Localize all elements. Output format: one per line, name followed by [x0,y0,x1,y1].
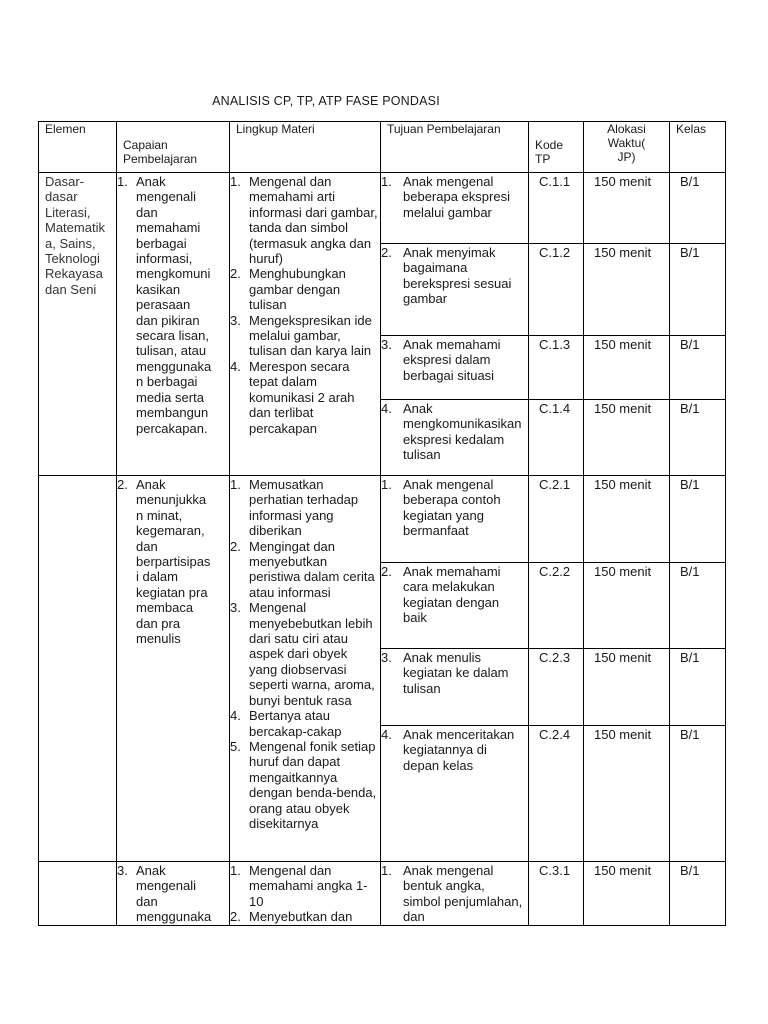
elemen-line: Dasar- [45,174,85,189]
capaian-line: membangun [136,405,209,421]
capaian-list [117,476,229,646]
capaian-line: kegiatan pra [136,584,208,600]
tujuan-number: 1. [381,863,392,878]
capaian-text [136,477,227,646]
lingkup-number: 4. [230,708,241,724]
tujuan-text: Anak menyimak bagaimana berekspresi sesuai gambar [403,245,512,307]
tujuan-cell [381,476,529,563]
table-row [39,173,726,244]
tujuan-number: 3. [381,337,392,352]
table-row [39,862,726,926]
lingkup-text: Bertanya atau bercakap-cakap [249,708,342,739]
tujuan-text: Anak memahami cara melakukan kegiatan dengan baik [403,564,501,626]
header-lingkup: Lingkup Materi [230,122,381,173]
kode-cell [529,476,584,563]
lingkup-item [230,539,378,601]
alokasi-waktu: 150 menit [594,337,652,352]
capaian-line: n berbagai [136,374,198,390]
kelas-cell [670,726,726,862]
kelas-cell [670,649,726,726]
elemen-cell [39,173,117,476]
lingkup-item [230,909,378,924]
lingkup-number: 3. [230,312,241,328]
lingkup-text: Mengenal dan memahami angka 1-10 [249,863,368,909]
capaian-text [136,174,227,436]
alokasi-cell [584,173,670,244]
alokasi-waktu: 150 menit [594,174,652,189]
lingkup-text: Menyebutkan dan [249,909,353,925]
capaian-item [117,174,227,436]
lingkup-item [230,313,378,359]
elemen-line: dasar [45,189,78,205]
kelas-value: B/1 [680,174,700,189]
capaian-line: dan [136,893,158,909]
tujuan-item [381,726,528,773]
elemen-line: a, Sains, [45,235,96,251]
kode-cell [529,336,584,400]
lingkup-text: Menghubungkan gambar dengan tulisan [249,266,346,313]
header-capaian: Capaian Pembelajaran [117,122,230,173]
alokasi-waktu: 150 menit [594,564,652,579]
capaian-line: media serta [136,389,204,405]
lingkup-text: Merespon secara tepat dalam komunikasi 2 arah dan terlibat percakapan [249,358,355,436]
table-row [39,476,726,563]
tujuan-item [381,862,528,925]
alokasi-cell [584,726,670,862]
capaian-cell [117,862,230,926]
kelas-value: B/1 [680,245,700,260]
tujuan-number: 4. [381,401,392,416]
header-kode: Kode TP [529,122,584,173]
kelas-value: B/1 [680,337,700,352]
capaian-item [117,863,227,925]
tujuan-cell [381,400,529,476]
capaian-line: tulisan, atau [136,343,207,359]
lingkup-item [230,600,378,708]
tujuan-cell [381,563,529,649]
kode-tp: C.1.2 [539,245,571,260]
kode-tp: C.2.4 [539,727,571,742]
capaian-line: memahami [136,220,201,236]
kode-cell [529,726,584,862]
tujuan-number: 4. [381,727,392,742]
capaian-line: menunjukka [136,492,207,508]
capaian-text [136,863,227,925]
lingkup-list [230,476,380,831]
lingkup-number: 4. [230,358,241,374]
document-title: ANALISIS CP, TP, ATP FASE PONDASI [212,94,440,108]
tujuan-cell [381,862,529,926]
lingkup-cell [230,862,381,926]
capaian-cell [117,476,230,862]
capaian-line: kasikan [136,281,181,297]
tujuan-item [381,173,528,220]
elemen-text [39,173,116,297]
tujuan-number: 1. [381,174,392,189]
lingkup-text: Mengenal menyebebutkan lebih dari satu ciri atau aspek dari obyek yang diobservasi seperti warna, aroma, bunyi bentuk rasa [249,600,375,708]
tujuan-cell [381,173,529,244]
kode-tp: C.1.3 [539,337,571,352]
header-tujuan: Tujuan Pembelajaran [381,122,529,173]
capaian-line: dan [136,204,158,220]
tujuan-text: Anak mengenal bentuk angka, simbol penjumlahan, dan [403,863,523,925]
lingkup-text: Mengenal fonik setiap huruf dan dapat mengaitkannya dengan benda-benda, orang atau obyek disekitarnya [249,738,377,831]
kode-cell [529,649,584,726]
header-elemen: Elemen [39,122,117,173]
header-alokasi: Alokasi Waktu( JP) [584,122,670,173]
capaian-item [117,477,227,646]
kelas-value: B/1 [680,401,700,416]
alokasi-cell [584,400,670,476]
alokasi-cell [584,476,670,563]
tujuan-text: Anak mengenal beberapa ekspresi melalui gambar [403,174,510,220]
tujuan-item [381,476,528,539]
header-kelas: Kelas [670,122,726,173]
capaian-line: dan pikiran [136,312,200,328]
tujuan-item [381,336,528,383]
capaian-number: 1. [117,174,128,189]
capaian-number: 2. [117,477,128,492]
lingkup-list [230,173,380,436]
kode-cell [529,173,584,244]
tujuan-number: 3. [381,650,392,665]
capaian-line: n minat, [136,507,183,523]
alokasi-cell [584,649,670,726]
lingkup-item [230,739,378,831]
lingkup-number: 1. [230,863,241,878]
capaian-line: i dalam [136,569,178,585]
alokasi-waktu: 150 menit [594,477,652,492]
capaian-cell [117,173,230,476]
tujuan-item [381,649,528,696]
lingkup-item [230,174,378,266]
capaian-line: menggunaka [136,358,212,374]
capaian-line: kegemaran, [136,523,205,539]
kelas-value: B/1 [680,650,700,665]
lingkup-number: 1. [230,477,241,492]
capaian-line: menggunaka [136,909,212,925]
capaian-line: berpartisipas [136,554,211,570]
lingkup-item [230,708,378,739]
kelas-value: B/1 [680,727,700,742]
lingkup-number: 5. [230,738,241,754]
kode-tp: C.2.1 [539,477,571,492]
kode-tp: C.1.4 [539,401,571,416]
tujuan-item [381,563,528,626]
elemen-cell [39,476,117,862]
lingkup-item [230,477,378,539]
capaian-line: Anak [136,174,166,189]
capaian-line: percakapan. [136,420,208,436]
tujuan-number: 2. [381,245,392,260]
capaian-line: dan [136,538,158,554]
lingkup-number: 2. [230,538,241,554]
tujuan-item [381,244,528,307]
capaian-line: perasaan [136,297,191,313]
alokasi-cell [584,862,670,926]
capaian-line: Anak [136,863,166,878]
tujuan-text: Anak menceritakan kegiatannya di depan kelas [403,727,515,773]
alokasi-waktu: 150 menit [594,863,652,878]
alokasi-cell [584,336,670,400]
kelas-value: B/1 [680,863,700,878]
alokasi-waktu: 150 menit [594,727,652,742]
alokasi-waktu: 150 menit [594,650,652,665]
capaian-line: berbagai [136,235,187,251]
tujuan-item [381,400,528,463]
tujuan-text: Anak mengenal beberapa contoh kegiatan yang bermanfaat [403,477,501,539]
capaian-line: mengenali [136,189,196,205]
elemen-cell [39,862,117,926]
elemen-line: Literasi, [45,204,91,220]
kelas-cell [670,563,726,649]
lingkup-text: Memusatkan perhatian terhadap informasi yang diberikan [249,477,359,539]
kelas-cell [670,173,726,244]
capaian-list [117,862,229,925]
elemen-line: dan Seni [45,281,97,297]
tujuan-cell [381,726,529,862]
lingkup-text: Mengekspresikan ide melalui gambar, tulisan dan karya lain [249,312,372,359]
kode-cell [529,862,584,926]
tujuan-cell [381,336,529,400]
kode-cell [529,563,584,649]
kode-cell [529,400,584,476]
lingkup-number: 2. [230,909,241,925]
elemen-line: Matematik [45,220,105,236]
capaian-line: mengenali [136,878,196,894]
lingkup-number: 1. [230,174,241,189]
lingkup-cell [230,476,381,862]
lingkup-cell [230,173,381,476]
lingkup-text: Mengingat dan menyebutkan peristiwa dalam cerita atau informasi [249,538,375,600]
header-row [39,122,726,173]
elemen-line: Teknologi [45,251,100,267]
lingkup-number: 3. [230,600,241,616]
cp-tp-atp-table [38,121,726,926]
kelas-cell [670,244,726,336]
kelas-cell [670,476,726,563]
alokasi-cell [584,563,670,649]
lingkup-item [230,266,378,312]
tujuan-cell [381,649,529,726]
tujuan-cell [381,244,529,336]
capaian-line: Anak [136,477,166,492]
table-body [39,173,726,926]
capaian-line: membaca [136,600,194,616]
lingkup-number: 2. [230,266,241,282]
kode-tp: C.2.2 [539,564,571,579]
lingkup-list [230,862,380,925]
tujuan-number: 1. [381,477,392,492]
lingkup-text: Mengenal dan memahami arti informasi dari gambar, tanda dan simbol (termasuk angka dan huruf) [249,174,378,267]
lingkup-item [230,863,378,909]
alokasi-waktu: 150 menit [594,401,652,416]
capaian-number: 3. [117,863,128,878]
capaian-list [117,173,229,436]
kelas-cell [670,336,726,400]
tujuan-number: 2. [381,564,392,579]
kelas-cell [670,400,726,476]
alokasi-waktu: 150 menit [594,245,652,260]
kelas-value: B/1 [680,564,700,579]
capaian-line: secara lisan, [136,328,209,344]
kode-cell [529,244,584,336]
capaian-line: mengkomuni [136,266,211,282]
tujuan-text: Anak menulis kegiatan ke dalam tulisan [403,650,509,696]
kode-tp: C.2.3 [539,650,571,665]
tujuan-text: Anak mengkomunikasikan ekspresi kedalam tulisan [403,401,522,463]
capaian-line: dan pra [136,615,181,631]
kode-tp: C.1.1 [539,174,571,189]
elemen-line: Rekayasa [45,266,103,282]
kelas-value: B/1 [680,477,700,492]
tujuan-text: Anak memahami ekspresi dalam berbagai situasi [403,337,501,383]
capaian-line: menulis [136,631,181,647]
lingkup-item [230,359,378,436]
kelas-cell [670,862,726,926]
alokasi-cell [584,244,670,336]
capaian-line: informasi, [136,251,193,267]
kode-tp: C.3.1 [539,863,571,878]
